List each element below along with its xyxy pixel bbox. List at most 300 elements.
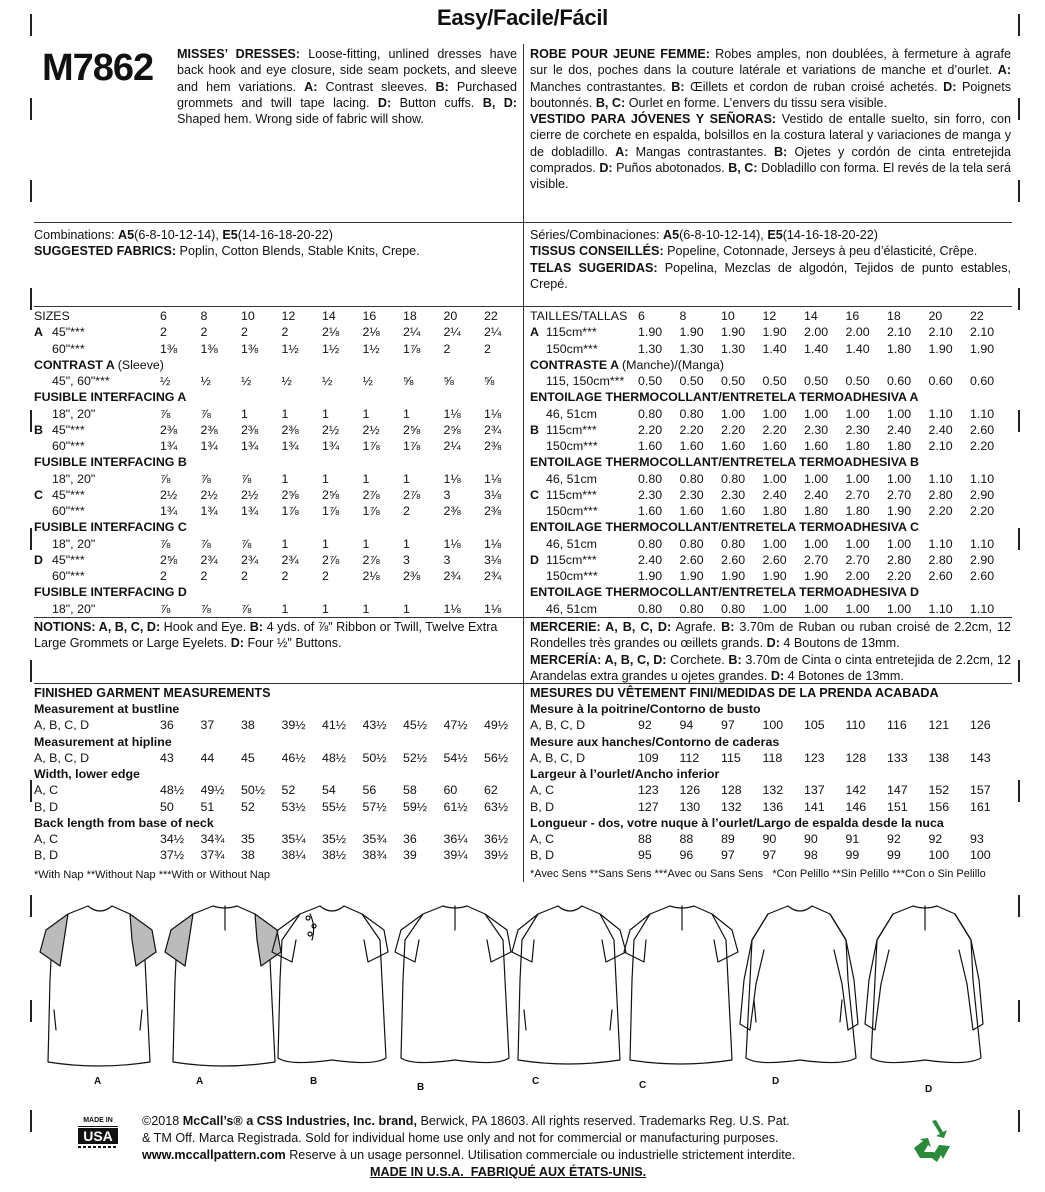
fabric-width: 115cm*** <box>546 487 597 502</box>
yardage-cell: 2 <box>484 341 491 356</box>
view-label: A, C <box>34 832 59 846</box>
measurement-cell: 146 <box>845 799 867 814</box>
yardage-cell: 0.60 <box>928 374 953 388</box>
yardage-cell: 1.90 <box>721 325 746 340</box>
yardage-cell: 1.10 <box>928 471 953 486</box>
yardage-cell: 2.30 <box>845 422 870 437</box>
view-label: A, B, C, D <box>34 750 90 765</box>
fabric-width: 60"*** <box>52 504 85 518</box>
yardage-row <box>530 568 1012 584</box>
yardage-row <box>530 341 1012 357</box>
view-label: C <box>34 487 43 502</box>
measurement-row <box>34 831 525 847</box>
yardage-cell: 2.60 <box>762 552 787 567</box>
yardage-cell: 1.00 <box>721 406 746 421</box>
crop-mark <box>30 1110 32 1132</box>
yardage-cell: 2⅝ <box>281 487 299 502</box>
measurement-label: Measurement at hipline <box>34 734 172 749</box>
notions-fr-es: MERCERIE: A, B, C, D: Agrafe. B: 3.70m de Ruban ou ruban croisé de 2.2cm, 12 Rondelles très grandes ou œillets grands. D: 4 Boutons de 13mm. MERCERÍA: A, B, C, D: Corchete. B: 3.70m de Cinta o cinta entretejida de 2.2cm, 12 Arandelas extra grandes u ojetes grandes. D: 4 Botones de 13mm. <box>530 620 1012 683</box>
yardage-cell: 2.70 <box>887 487 912 502</box>
sketch-label: C <box>639 1080 647 1091</box>
measurement-section-row <box>530 734 1012 750</box>
yardage-cell: 0.50 <box>679 374 704 388</box>
measurement-cell: 51 <box>200 799 215 814</box>
description-fr-es: ROBE POUR JEUNE FEMME: Robes amples, non doublées, à fermeture à agrafe sur le dos, poches dans la couture latérale et variations de manche et d’ourlet. A: Manches contrastantes. B: Œillets et cordon de ruban croisé achetés. D: Poignets boutonnés. B, C: Ourlet en forme. L’envers du tissu sera visible. VESTIDO PARA JÓVENES Y SEÑORAS: Vestido de entalle suelto, sin forro, con cierre de corchete en espalda, bolsillos en la costura lateral y variaciones de manga y de dobladillo. A: Mangas contrastantes. B: Ojetes y cordón de cinta entretejida comprados. D: Puños abotonados. B, C: Dobladillo con forma. El revés de la tela será visible. <box>530 47 1012 192</box>
measurement-cell: 55½ <box>322 799 347 814</box>
measurement-cell: 128 <box>845 750 867 765</box>
crop-mark <box>1018 288 1020 310</box>
view-label: A, C <box>34 783 59 798</box>
yardage-cell: 1 <box>362 601 370 616</box>
section-row <box>530 389 1012 405</box>
view-label <box>34 341 52 357</box>
yardage-cell: ⅞ <box>160 601 171 616</box>
yardage-cell: 3 <box>403 552 410 567</box>
yardage-cell: 0.80 <box>721 601 746 616</box>
measurement-cell: 88 <box>679 832 694 846</box>
yardage-row <box>34 568 525 584</box>
measurement-cell: 37½ <box>160 848 185 863</box>
yardage-cell: 2¾ <box>281 552 299 567</box>
fabric-width: 45"*** <box>52 487 85 502</box>
yardage-cell: 1.60 <box>679 504 704 518</box>
yardage-cell: 2.40 <box>804 487 829 502</box>
nap-footnote-fr-es: *Avec Sens **Sans Sens ***Avec ou Sans Sens *Con Pelillo **Sin Pelillo ***Con o Sin Pelillo <box>530 868 986 880</box>
view-label <box>34 406 52 422</box>
measurement-cell: 48½ <box>160 783 185 798</box>
yardage-cell: 1.60 <box>762 439 787 453</box>
yardage-cell: ⅞ <box>241 471 252 486</box>
yardage-cell: 1.00 <box>762 406 787 421</box>
yardage-cell: 0.80 <box>638 471 663 486</box>
measurement-cell: 93 <box>970 832 984 846</box>
measurement-section-row <box>34 701 525 717</box>
size-header: 12 <box>281 309 296 323</box>
measurement-cell: 38 <box>241 718 255 733</box>
yardage-cell: 2.70 <box>845 552 870 567</box>
sketch-label: A <box>94 1076 102 1087</box>
section-label: ENTOILAGE THERMOCOLLANT/ENTRETELA TERMOADHESIVA B <box>530 455 919 470</box>
view-label <box>530 341 546 357</box>
yardage-cell: 2⅛ <box>362 325 380 340</box>
size-header-row <box>34 308 525 324</box>
measurement-section-row <box>530 766 1012 782</box>
yardage-table-en <box>34 308 525 617</box>
yardage-row <box>530 373 1012 389</box>
yardage-row <box>34 471 525 487</box>
yardage-row <box>34 341 525 357</box>
yardage-cell: 1.80 <box>887 439 912 453</box>
measurement-row <box>530 799 1012 815</box>
measurement-cell: 39½ <box>281 718 306 733</box>
measurement-cell: 92 <box>638 718 652 733</box>
yardage-cell: 1.80 <box>762 504 787 518</box>
finished-table-en <box>34 701 525 864</box>
measurement-cell: 61½ <box>443 799 468 814</box>
yardage-cell: 1.90 <box>804 569 829 583</box>
crop-mark <box>30 780 32 802</box>
yardage-cell: 1.90 <box>970 341 995 356</box>
measurement-cell: 59½ <box>403 799 428 814</box>
yardage-cell: 1.90 <box>679 569 704 583</box>
measurement-section-row <box>34 734 525 750</box>
section-row <box>34 357 525 373</box>
measurement-row <box>34 750 525 766</box>
fabric-width: 115, 150cm*** <box>546 374 625 388</box>
view-label <box>530 438 546 454</box>
yardage-cell: 0.80 <box>679 471 704 486</box>
crop-mark <box>1018 660 1020 682</box>
yardage-cell: 2.30 <box>721 487 746 502</box>
fabric-width: 115cm*** <box>546 552 597 567</box>
yardage-cell: 2 <box>200 325 208 340</box>
yardage-cell: 2 <box>160 569 167 583</box>
size-header: 20 <box>928 309 943 323</box>
yardage-cell: 1.00 <box>887 536 912 551</box>
measurement-cell: 63½ <box>484 799 509 814</box>
view-label: D <box>530 552 539 567</box>
measurement-cell: 92 <box>928 832 943 846</box>
measurement-cell: 138 <box>928 750 950 765</box>
yardage-cell: 2⅜ <box>403 569 421 583</box>
yardage-cell: 2.20 <box>679 422 704 437</box>
measurement-cell: 132 <box>762 783 784 798</box>
size-header: 12 <box>762 309 777 323</box>
view-label: A <box>34 325 43 340</box>
yardage-cell: 1.30 <box>721 341 746 356</box>
yardage-cell: ⅞ <box>160 536 171 551</box>
crop-mark <box>30 660 32 682</box>
section-row <box>34 519 525 535</box>
measurement-cell: 45½ <box>403 718 428 733</box>
yardage-row <box>34 601 525 617</box>
measurement-cell: 56½ <box>484 750 509 765</box>
yardage-cell: 1.30 <box>638 341 663 356</box>
yardage-cell: 2¾ <box>443 569 461 583</box>
yardage-cell: 1 <box>322 601 329 616</box>
sketch-c-front <box>512 906 626 1064</box>
measurement-cell: 36½ <box>484 832 509 846</box>
size-header: 14 <box>804 309 818 323</box>
yardage-cell: 1 <box>281 601 289 616</box>
yardage-cell: 1.30 <box>679 341 704 356</box>
yardage-cell: 2.40 <box>638 552 663 567</box>
size-header: 22 <box>970 309 984 323</box>
view-label <box>530 406 546 422</box>
crop-mark <box>30 180 32 202</box>
view-label: A <box>530 325 539 340</box>
yardage-cell: ⅝ <box>403 374 414 388</box>
yardage-cell: 2⅜ <box>241 422 259 437</box>
measurement-cell: 98 <box>804 848 818 863</box>
yardage-cell: 2 <box>322 569 329 583</box>
section-row <box>530 519 1012 535</box>
section-row <box>530 584 1012 600</box>
measurement-cell: 35½ <box>322 832 347 846</box>
measurement-cell: 121 <box>928 718 950 733</box>
yardage-cell: 0.80 <box>638 536 663 551</box>
yardage-cell: 2.90 <box>970 552 995 567</box>
yardage-cell: 3 <box>443 552 451 567</box>
yardage-cell: 2⅞ <box>362 552 380 567</box>
yardage-cell: ⅞ <box>200 601 211 616</box>
yardage-cell: ½ <box>281 374 292 388</box>
measurement-row <box>530 750 1012 766</box>
yardage-cell: 1.10 <box>970 536 995 551</box>
yardage-cell: 2 <box>200 569 208 583</box>
yardage-cell: 0.80 <box>679 601 704 616</box>
yardage-cell: 2 <box>160 325 167 340</box>
yardage-cell: 2.80 <box>928 552 953 567</box>
section-row <box>34 454 525 470</box>
yardage-cell: 2.20 <box>970 504 995 518</box>
view-label <box>530 536 546 552</box>
yardage-cell: 2¾ <box>484 422 502 437</box>
section-row <box>530 454 1012 470</box>
yardage-cell: 1¾ <box>200 439 218 453</box>
view-label: B, D <box>530 799 555 814</box>
yardage-cell: 1⅛ <box>443 536 461 551</box>
sketch-d-back <box>865 906 983 1063</box>
measurement-cell: 52½ <box>403 750 428 765</box>
crop-mark <box>1018 1110 1020 1132</box>
yardage-cell: 2⅝ <box>322 487 340 502</box>
fabric-width: 45"*** <box>52 325 85 340</box>
yardage-row <box>34 373 525 389</box>
yardage-cell: 2.60 <box>721 552 746 567</box>
yardage-cell: 1.90 <box>638 325 663 340</box>
yardage-cell: 2.10 <box>928 325 953 340</box>
yardage-cell: 1⅜ <box>200 341 218 356</box>
yardage-cell: 2¼ <box>443 325 461 340</box>
yardage-cell: 2¼ <box>484 325 502 340</box>
fabric-width: 115cm*** <box>546 325 597 340</box>
yardage-cell: ⅝ <box>484 374 495 388</box>
fabric-width: 150cm*** <box>546 569 598 583</box>
fabric-width: 60"*** <box>52 341 85 356</box>
size-header: 10 <box>241 309 255 323</box>
yardage-cell: 1¾ <box>281 439 299 453</box>
yardage-cell: 2⅝ <box>443 422 461 437</box>
crop-mark <box>1018 410 1020 432</box>
crop-mark <box>30 288 32 310</box>
yardage-cell: 2⅝ <box>160 552 178 567</box>
yardage-cell: 1⅞ <box>403 439 421 453</box>
yardage-cell: 1.10 <box>928 406 953 421</box>
measurement-cell: 39¼ <box>443 848 468 863</box>
yardage-cell: 1.90 <box>638 569 663 583</box>
measurement-cell: 123 <box>638 783 659 798</box>
section-row <box>530 357 1012 373</box>
nap-footnote-en: *With Nap **Without Nap ***With or Without Nap <box>34 869 270 881</box>
measurement-cell: 116 <box>887 718 907 733</box>
measurement-cell: 35¼ <box>281 832 306 846</box>
sketch-b-front <box>272 906 388 1063</box>
crop-mark <box>1018 1000 1020 1022</box>
yardage-cell: 0.80 <box>679 536 704 551</box>
yardage-cell: 1.40 <box>762 341 787 356</box>
measurement-section-row <box>34 815 525 831</box>
yardage-cell: 2.40 <box>928 422 953 437</box>
notions-en: NOTIONS: A, B, C, D: Hook and Eye. B: 4 yds. of ⅞" Ribbon or Twill, Twelve Extra Large Grommets or Large Eyelets. D: Four ½" Buttons. <box>34 620 498 651</box>
yardage-cell: 1⅛ <box>443 471 461 486</box>
sketch-label: D <box>772 1076 780 1087</box>
measurement-row <box>530 831 1012 847</box>
yardage-cell: 1⅞ <box>281 504 299 518</box>
fabric-width: 46, 51cm <box>546 406 597 421</box>
fabric-width: 45"*** <box>52 552 85 567</box>
measurement-cell: 157 <box>970 783 991 798</box>
section-row <box>34 584 525 600</box>
fabric-width: 45"*** <box>52 422 85 437</box>
section-label: FUSIBLE INTERFACING A <box>34 390 187 405</box>
yardage-cell: 1.00 <box>887 471 912 486</box>
yardage-cell: 1⅜ <box>160 341 178 356</box>
measurement-cell: 34½ <box>160 832 185 846</box>
yardage-row <box>530 324 1012 340</box>
yardage-cell: 1⅞ <box>322 504 340 518</box>
measurement-cell: 48½ <box>322 750 347 765</box>
yardage-cell: 1.00 <box>804 601 829 616</box>
yardage-cell: 1.80 <box>887 341 912 356</box>
measurement-row <box>530 782 1012 798</box>
fabric-width: 115cm*** <box>546 422 597 437</box>
measurement-row <box>530 847 1012 863</box>
view-label <box>34 568 52 584</box>
size-header: 18 <box>403 309 417 323</box>
section-label: ENTOILAGE THERMOCOLLANT/ENTRETELA TERMOADHESIVA A <box>530 390 919 405</box>
measurement-label: Back length from base of neck <box>34 815 214 830</box>
measurement-cell: 90 <box>762 832 777 846</box>
yardage-cell: ⅝ <box>443 374 454 388</box>
yardage-cell: 2.20 <box>721 422 746 437</box>
finished-title-en: FINISHED GARMENT MEASUREMENTS <box>34 686 271 700</box>
yardage-cell: 0.50 <box>762 374 787 388</box>
measurement-cell: 95 <box>638 848 652 863</box>
yardage-cell: 0.80 <box>721 471 746 486</box>
yardage-cell: 2.20 <box>762 422 787 437</box>
measurement-cell: 90 <box>804 832 818 846</box>
yardage-cell: 1⅛ <box>484 406 502 421</box>
yardage-cell: 0.50 <box>721 374 746 388</box>
view-label: B, D <box>34 799 59 814</box>
fabric-width: 18", 20" <box>52 536 96 551</box>
measurement-cell: 97 <box>762 848 777 863</box>
yardage-cell: 1 <box>403 471 410 486</box>
measurement-cell: 49½ <box>484 718 509 733</box>
yardage-cell: 1¾ <box>322 439 340 453</box>
yardage-cell: 1.60 <box>804 439 829 453</box>
yardage-cell: 1.00 <box>845 601 870 616</box>
view-label <box>530 568 546 584</box>
measurement-cell: 94 <box>679 718 694 733</box>
section-rule <box>34 306 1012 307</box>
measurement-cell: 132 <box>721 799 742 814</box>
yardage-cell: 1.90 <box>762 325 787 340</box>
yardage-row <box>530 406 1012 422</box>
view-label <box>34 373 52 389</box>
measurement-cell: 123 <box>804 750 825 765</box>
measurement-cell: 62 <box>484 783 498 798</box>
yardage-cell: 2.80 <box>928 487 953 502</box>
measurement-row <box>34 847 525 863</box>
recycle-icon <box>910 1118 954 1162</box>
measurement-cell: 100 <box>970 848 991 863</box>
measurement-section-row <box>34 766 525 782</box>
yardage-cell: 1½ <box>281 341 299 356</box>
yardage-cell: 2½ <box>362 422 380 437</box>
yardage-cell: 1 <box>403 536 410 551</box>
section-label: CONTRAST A <box>34 357 115 372</box>
yardage-cell: 1⅛ <box>443 601 461 616</box>
crop-mark <box>30 895 32 917</box>
measurement-cell: 52 <box>281 783 296 798</box>
yardage-cell: 1 <box>281 471 289 486</box>
measurement-cell: 89 <box>721 832 735 846</box>
yardage-cell: 2⅜ <box>200 422 218 437</box>
sketch-label: D <box>925 1084 933 1095</box>
yardage-row <box>530 487 1012 503</box>
measurement-cell: 128 <box>721 783 742 798</box>
view-label: C <box>530 487 539 502</box>
measurement-cell: 105 <box>804 718 825 733</box>
measurement-cell: 100 <box>928 848 950 863</box>
yardage-cell: 2.00 <box>845 569 870 583</box>
section-label: ENTOILAGE THERMOCOLLANT/ENTRETELA TERMOADHESIVA C <box>530 520 919 535</box>
view-label <box>530 601 546 617</box>
view-label: B <box>530 422 539 437</box>
difficulty-heading: Easy/Facile/Fácil <box>436 5 608 30</box>
yardage-cell: 1⅞ <box>403 341 421 356</box>
yardage-cell: 1 <box>322 406 329 421</box>
yardage-row <box>34 422 525 438</box>
crop-mark <box>1018 895 1020 917</box>
yardage-cell: ⅞ <box>160 471 171 486</box>
yardage-cell: 2.20 <box>970 439 995 453</box>
yardage-row <box>34 552 525 568</box>
yardage-cell: 1.60 <box>721 504 746 518</box>
yardage-cell: 2¾ <box>241 552 259 567</box>
yardage-cell: 2.60 <box>970 422 995 437</box>
yardage-cell: 2 <box>281 569 289 583</box>
size-header: 10 <box>721 309 735 323</box>
measurement-label: Longueur - dos, votre nuque à l’ourlet/Largo de espalda desde la nuca <box>530 815 944 830</box>
yardage-cell: 1.60 <box>679 439 704 453</box>
section-label: ENTOILAGE THERMOCOLLANT/ENTRETELA TERMOADHESIVA D <box>530 585 919 600</box>
yardage-cell: 1⅜ <box>241 341 259 356</box>
yardage-cell: 2¾ <box>200 552 218 567</box>
fabric-width: 18", 20" <box>52 406 96 421</box>
crop-mark <box>30 1000 32 1022</box>
size-header: 14 <box>322 309 336 323</box>
yardage-row <box>530 438 1012 454</box>
crop-mark <box>1018 780 1020 802</box>
yardage-cell: 2.00 <box>845 325 870 340</box>
measurement-label: Largeur à l’ourlet/Ancho inferior <box>530 767 720 781</box>
size-header: 16 <box>845 309 860 323</box>
yardage-cell: 0.60 <box>970 374 995 388</box>
size-header: 6 <box>160 309 167 323</box>
measurement-cell: 44 <box>200 750 215 765</box>
sketch-d-front <box>740 906 858 1063</box>
yardage-cell: 1.10 <box>928 601 953 616</box>
size-header-label: TAILLES/TALLAS <box>530 309 628 323</box>
yardage-cell: 1.00 <box>887 601 912 616</box>
yardage-cell: 1.40 <box>845 341 870 356</box>
measurement-cell: 152 <box>928 783 950 798</box>
yardage-cell: 1.60 <box>721 439 746 453</box>
yardage-cell: 0.80 <box>721 536 746 551</box>
